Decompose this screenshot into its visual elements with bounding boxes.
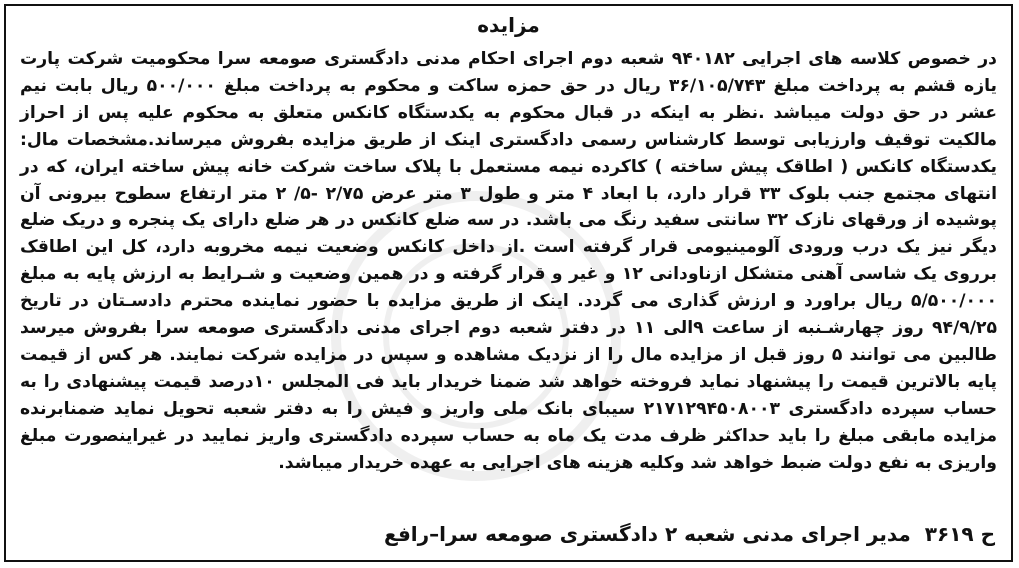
signature-text: مدیر اجرای مدنی شعبه ۲ دادگستری صومعه سرا–رافع — [384, 522, 911, 546]
notice-body: در خصوص کلاسه های اجرایی ۹۴۰۱۸۲ شعبه دوم اجرای احکام مدنی دادگستری صومعه سرا محکومیت شرکت پارت یازه قشم به پرداخت مبلغ ۳۶/۱۰۵/۷۴۳ ریال در حق حمزه ساکت و محکوم به پرداخت مبلغ ۵۰۰/۰۰۰ ریال بابت نیم عشر در حق دولت میباشد .نظر به اینکه در قبال محکوم به یکدستگاه کانکس متعلق به محکوم علیه پس از احراز مالکیت توقیف وارزیابی توسط کارشناس رسمی دادگستری اینک از طریق مزایده بفروش میرساند.مشخصات مال: یکدستگاه کانکس ( اطاقک پیش ساخته ) کاکرده نیمه مستعمل با پلاک ساخت شرکت خانه پیش ساخته ایران، که در انتهای مجتمع جنب بلوک ۳۳ قرار دارد، با ابعاد ۴ متر و طول ۳ متر عرض ۲/۷۵ -۵/ ۲ متر ارتفاع سطوح بیرونی آن پوشیده از ورقهای نازک ۳۲ سانتی سفید رنگ می باشد. در سه ضلع کانکس در هر ضلع دارای یک پنجره و دریک ضلع دیگر نیز یک درب ورودی آلومینیومی قرار گرفته است .از داخل کانکس وضعیت نیمه مخروبه دارد، کل این اطاقک برروی یک شاسی آهنی متشکل ازناودانی ۱۲ و غیر و قرار گرفته و در همین وضعیت و شـرایط به ارزش پایه به مبلغ ۵/۵۰۰/۰۰۰ ریال براورد و ارزش گذاری می گردد. اینک از طریق مزایده با حضور نماینده محترم دادسـتان در تاریخ ۹۴/۹/۲۵ روز چهارشـنبه از ساعت ۹الی ۱۱ در دفتر شعبه دوم اجرای مدنی دادگستری صومعه سرا بفروش میرسد طالبین می توانند ۵ روز قبل از مزایده مال را از نزدیک مشاهده و سپس در مزایده شرکت نمایند. هر کس از قیمت پایه بالاترین قیمت را پیشنهاد نماید فروخته خواهد شد ضمنا خریدار باید فی المجلس ۱۰درصد قیمت پیشنهادی را به حساب سپرده دادگستری ۲۱۷۱۲۹۴۵۰۸۰۰۳ سیبای بانک ملی واریز و فیش را به دفتر شعبه تحویل نماید ضمنابرنده مزایده مابقی مبلغ را باید حداکثر ظرف مدت یک ماه به حساب سپرده دادگستری واریز نمایید در غیراینصورت مبلغ واریزی به نفع دولت ضبط خواهد شد وکلیه هزینه های اجرایی به عهده خریدار میباشد. — [20, 49, 998, 473]
notice-code: ح ۳۶۱۹ — [924, 522, 995, 546]
notice-title: مزایده — [477, 13, 540, 37]
notice-signature — [384, 522, 995, 546]
auction-notice — [4, 4, 1013, 562]
